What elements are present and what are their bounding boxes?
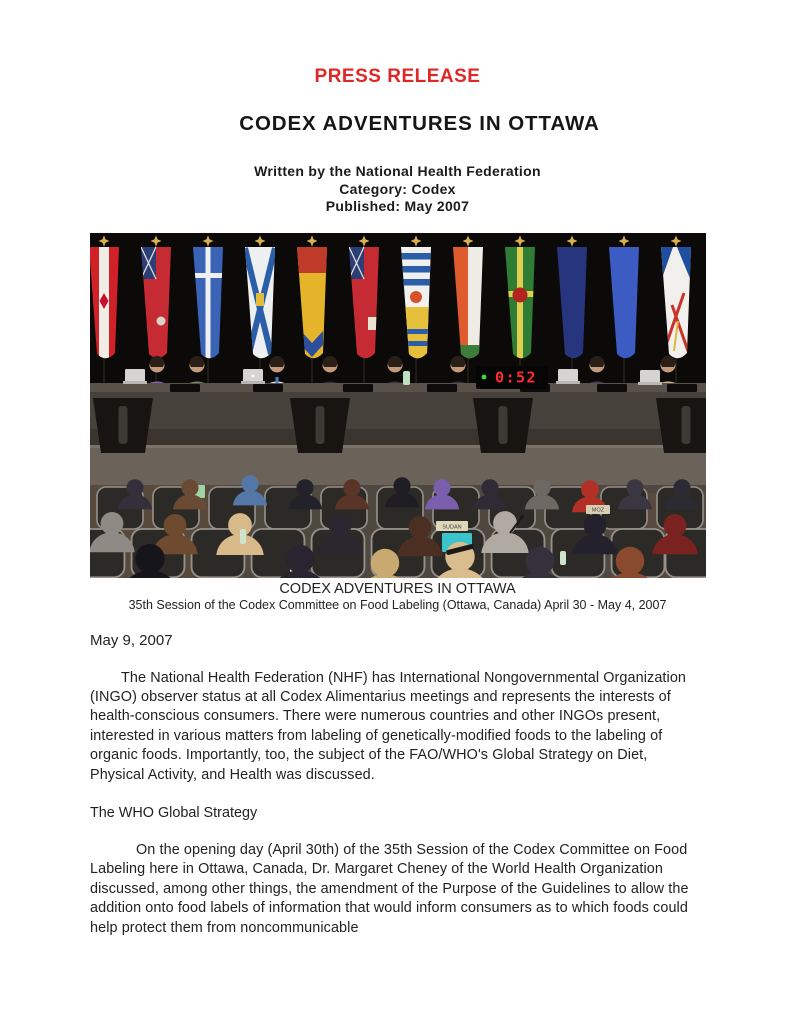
photo-caption-subtitle: 35th Session of the Codex Committee on Food Labeling (Ottawa, Canada) April 30 - May 4, 2007 <box>128 597 667 612</box>
page-title: CODEX ADVENTURES IN OTTAWA <box>239 112 600 135</box>
conference-photo-illustration <box>90 233 706 578</box>
photo-caption-title: CODEX ADVENTURES IN OTTAWA <box>279 580 516 597</box>
category-value: Codex <box>411 180 456 197</box>
section-heading: The WHO Global Strategy <box>90 804 258 821</box>
svg-text:MOZ: MOZ <box>591 507 605 513</box>
clock-display: 0:52 <box>494 368 538 386</box>
published-line: Published: May 2007 <box>325 198 470 214</box>
byline-block <box>90 163 705 216</box>
name-tag-moz <box>586 505 610 514</box>
svg-text:SUDAN: SUDAN <box>442 524 462 530</box>
paragraph-1: The National Health Federation (NHF) has International Nongovernmental Organization (INGO) observer status at all Codex Alimentarius meetings and represents the interests of health-conscious consumers. There were numerous countries and other INGOs present, interested in various matters from labeling of genetically-modified foods to the labeling of organic foods. Importantly, too, the subject of the FAO/WHO's Global Strategy on Diet, Physical Activity, and Health was discussed. <box>90 669 687 783</box>
press-release-label: PRESS RELEASE <box>314 66 481 87</box>
audience <box>90 475 706 578</box>
category-line <box>90 181 705 199</box>
category-label: Category: <box>339 180 408 197</box>
name-tag-sudan <box>436 521 468 531</box>
conference-photo <box>90 233 705 612</box>
article-date: May 9, 2007 <box>90 631 173 649</box>
countdown-clock <box>476 366 548 389</box>
byline: Written by the National Health Federation <box>254 163 541 179</box>
paragraph-2: On the opening day (April 30th) of the 35th Session of the Codex Committee on Food Labeling here in Ottawa, Canada, Dr. Margaret Cheney of the World Health Organization discussed, among other things, the amendment of the Purpose of the Guidelines to allow the addition onto food labels of information that would inform consumers as to which foods could help protect them from noncommunicable <box>90 841 689 936</box>
